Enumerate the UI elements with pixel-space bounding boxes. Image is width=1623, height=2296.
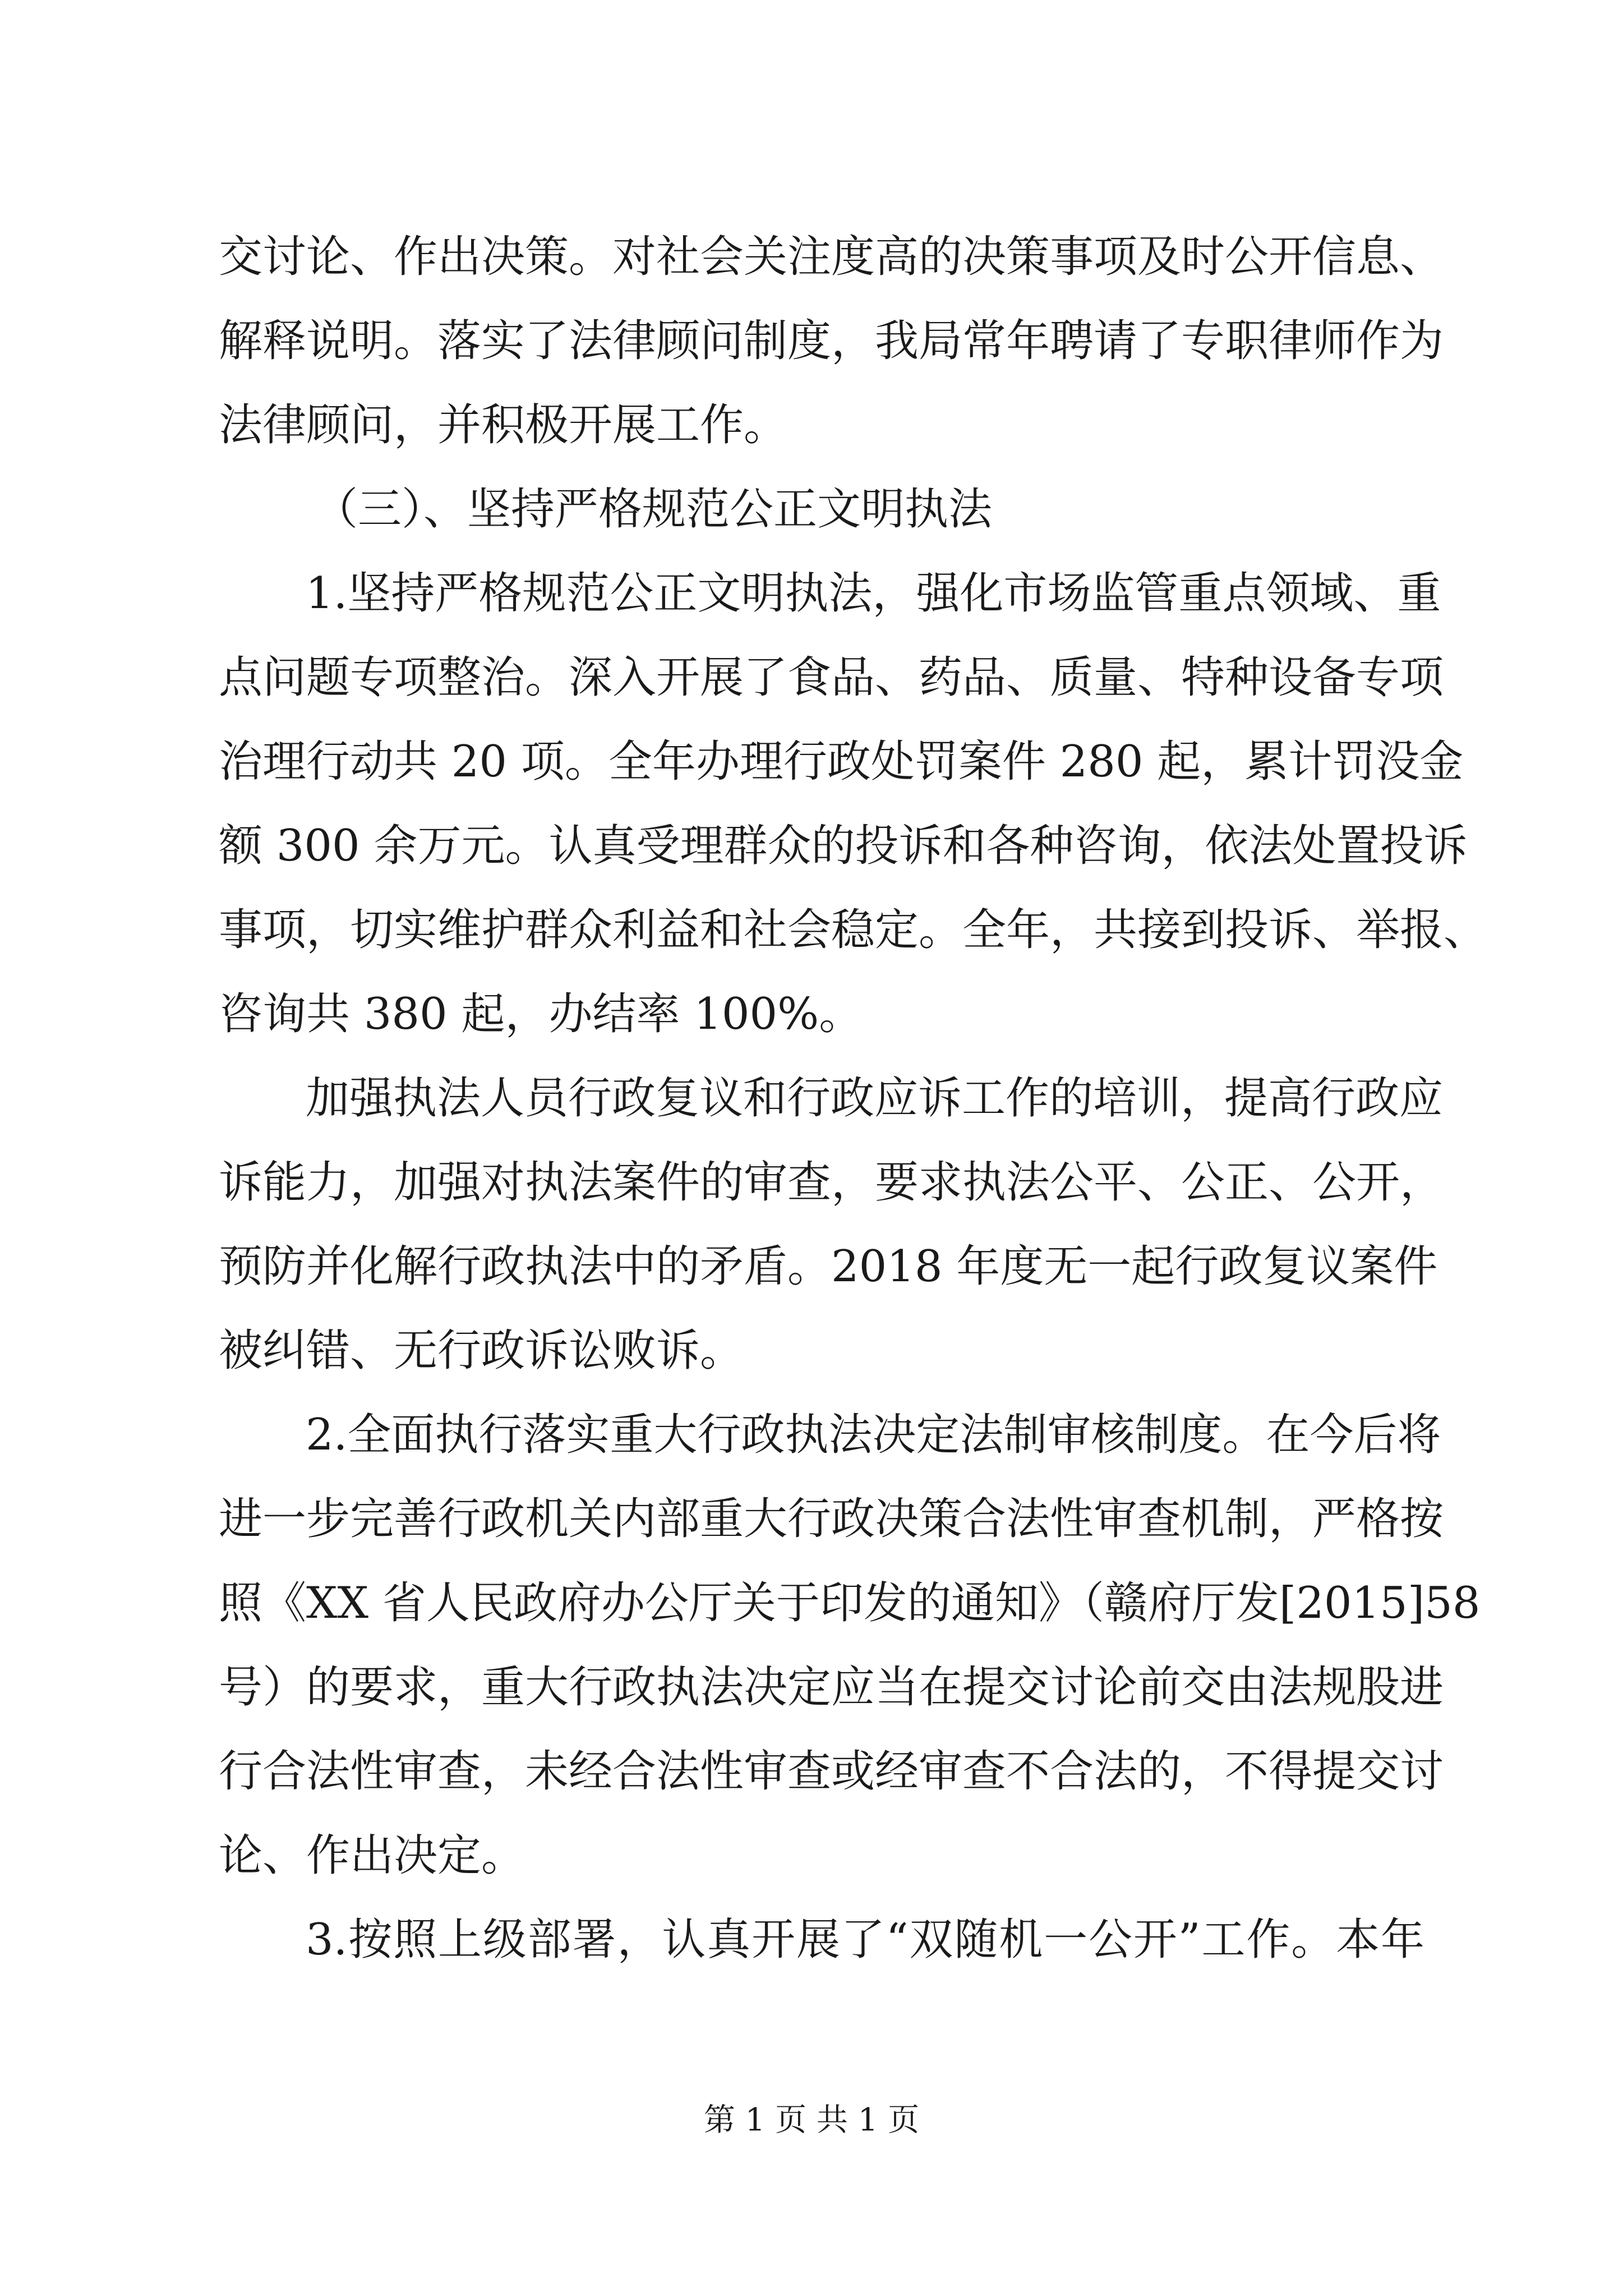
- text-line-14: 被纠错、无行政诉讼败诉。: [219, 1326, 744, 1376]
- text-line-20: 论、作出决定。: [219, 1830, 525, 1881]
- text-line-1: 交讨论、作出决策。对社会关注度高的决策事项及时公开信息、: [219, 232, 1444, 282]
- text-line-8: 额 300 余万元。认真受理群众的投诉和各种咨询，依法处置投诉: [219, 821, 1468, 871]
- text-line-17: 照《XX 省人民政府办公厅关于印发的通知》（赣府厅发[2015]58: [219, 1578, 1481, 1628]
- page-footer: 第 1 页 共 1 页: [703, 2102, 920, 2138]
- text-line-18: 号）的要求，重大行政执法决定应当在提交讨论前交由法规股进: [219, 1662, 1444, 1713]
- text-line-16: 进一步完善行政机关内部重大行政决策合法性审查机制，严格按: [219, 1494, 1444, 1544]
- text-line-10: 咨询共 380 起，办结率 100%。: [219, 989, 863, 1039]
- text-line-19: 行合法性审查，未经合法性审查或经审查不合法的，不得提交讨: [219, 1746, 1444, 1797]
- text-line-7: 治理行动共 20 项。全年办理行政处罚案件 280 起，累计罚没金: [219, 737, 1464, 787]
- text-line-6: 点问题专项整治。深入开展了食品、药品、质量、特种设备专项: [219, 652, 1444, 703]
- text-line-3: 法律顾问，并积极开展工作。: [219, 400, 788, 450]
- text-line-9: 事项，切实维护群众利益和社会稳定。全年，共接到投诉、举报、: [219, 905, 1488, 955]
- text-line-12: 诉能力，加强对执法案件的审查，要求执法公平、公正、公开，: [219, 1157, 1444, 1208]
- section-heading: （三）、坚持严格规范公正文明执法: [314, 484, 993, 535]
- text-line-21: 3.按照上级部署，认真开展了“双随机一公开”工作。本年: [306, 1915, 1424, 1965]
- text-line-2: 解释说明。落实了法律顾问制度，我局常年聘请了专职律师作为: [219, 316, 1444, 366]
- text-line-15: 2.全面执行落实重大行政执法决定法制审核制度。在今后将: [306, 1410, 1441, 1460]
- text-line-11: 加强执法人员行政复议和行政应诉工作的培训，提高行政应: [306, 1073, 1444, 1124]
- text-line-5: 1.坚持严格规范公正文明执法，强化市场监管重点领域、重: [306, 568, 1441, 619]
- text-line-13: 预防并化解行政执法中的矛盾。2018 年度无一起行政复议案件: [219, 1241, 1438, 1292]
